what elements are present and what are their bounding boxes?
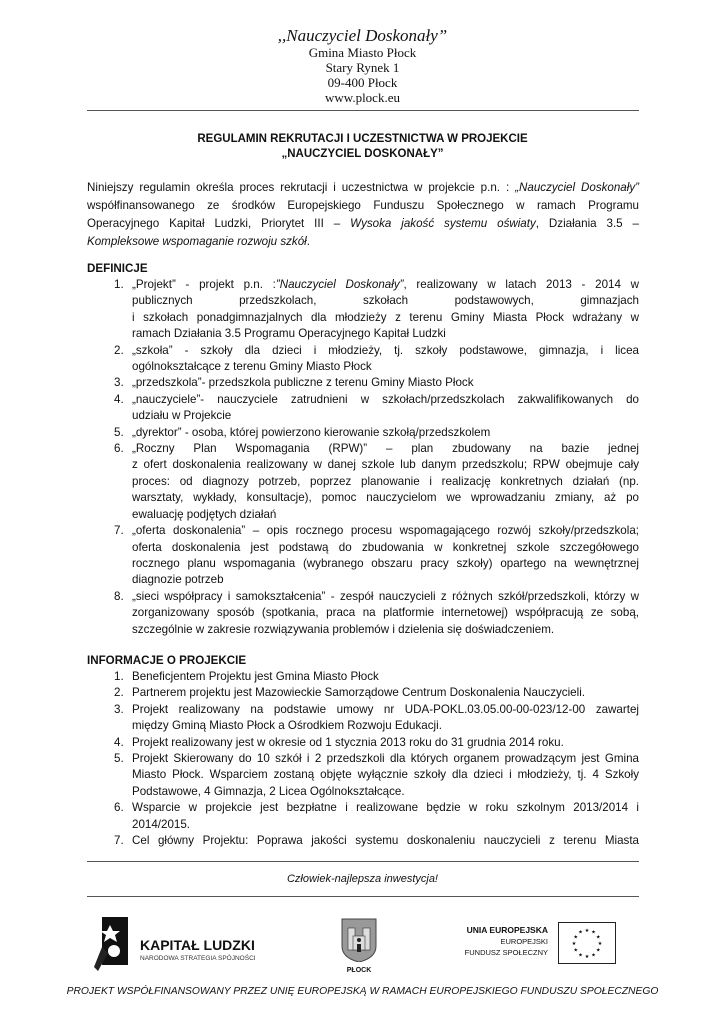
text: z ofert doskonalenia realizowany w danej szkole lub danym przedszkolu; RPW obejmuje cały (132, 458, 639, 472)
list-item-text (132, 392, 639, 425)
text: . (306, 235, 310, 248)
text: Projekt realizowany jest w okresie od 1 stycznia 2013 roku do 31 grudnia 2014 roku. (132, 735, 564, 749)
text: proces: od diagnozy potrzeb, poprzez planowanie i realizację konkretnych działań (np. (132, 474, 639, 488)
text-line (87, 197, 639, 215)
list-item-text (132, 702, 639, 735)
list-item (114, 702, 639, 735)
text-line (132, 817, 639, 833)
list-item-text (132, 833, 639, 849)
text-line (132, 293, 639, 309)
list-item-text (132, 277, 639, 343)
text-line (132, 767, 639, 783)
text: udziału w Projekcie (132, 409, 232, 423)
list-item (114, 523, 639, 589)
section-heading-project-info: INFORMACJE O PROJEKCIE (87, 654, 247, 667)
list-item (114, 375, 639, 391)
text: ramach Działania 3.5 Programu Operacyjnego Kapitał Ludzki (132, 327, 446, 341)
text: „Roczny Plan Wspomagania (RPW)” – plan zbudowany na bazie jednej (132, 442, 639, 456)
list-item (114, 833, 639, 849)
text-line (132, 507, 639, 523)
eu-star-icon: ★ (573, 934, 578, 941)
text-line (132, 408, 639, 424)
eu-flag-icon (558, 922, 616, 969)
list-item (114, 669, 639, 685)
text: szczególnie w zakresie rozwiązywania problemów i dzielenia się doświadczeniem. (132, 622, 555, 636)
eu-star-icon: ★ (596, 934, 601, 941)
project-info-list (114, 669, 639, 849)
text-line (132, 669, 639, 685)
text-line (132, 523, 639, 539)
document-title-line: „NAUCZYCIEL DOSKONAŁY” (281, 148, 444, 160)
text: Miasto Płock. Wsparciem zostaną objęte wyłącznie szkoły dla dzieci i młodzieży, tj. 4 Szkoły (132, 768, 639, 782)
text: „sieci współpracy i samokształcenia” - zespół nauczycieli z różnych szkół/przedszkoli, którzy w (132, 589, 639, 603)
text: Podstawowe, 4 Gimnazja, 2 Licea Ogólnokształcące. (132, 784, 405, 798)
text-line (132, 589, 639, 605)
text: Niniejszy regulamin określa proces rekrutacji i uczestnictwa w projekcie p.n. : (87, 181, 516, 194)
text-line (132, 833, 639, 849)
list-item-text (132, 735, 639, 751)
text-line (132, 474, 639, 490)
text: „szkoła” - szkoły dla dzieci i młodzieży, tj. szkoły podstawowe, gimnazja, i licea (132, 343, 639, 357)
kapital-ludzki-subtitle: NARODOWA STRATEGIA SPÓJNOŚCI (140, 955, 256, 962)
text-line (132, 441, 639, 457)
text-line (132, 425, 639, 441)
eu-efs-logo-text (418, 925, 548, 958)
text: Cel główny Projektu: Poprawa jakości systemu doskonaleniu nauczycieli z terenu Miasta (132, 834, 639, 848)
list-item (114, 343, 639, 376)
text: Projekt realizowany na podstawie umowy nr UDA-POKL.03.05.00-00-023/12-00 zawartej (132, 702, 639, 716)
text-line (132, 735, 639, 751)
plock-coat-of-arms-icon (341, 918, 377, 962)
eu-star-icon: ★ (573, 947, 578, 954)
list-item (114, 800, 639, 833)
list-item-text (132, 425, 639, 441)
text-line (132, 277, 639, 293)
list-item-text (132, 751, 639, 800)
list-item-number: 6. (114, 442, 124, 456)
letterhead-line: Stary Rynek 1 (325, 60, 400, 75)
text: warsztaty, wykłady, konsultacje), pomoc nauczycielom we wprowadzaniu zmiany, aż po (132, 491, 639, 505)
letterhead-line: Gmina Miasto Płock (308, 45, 417, 60)
footer-divider-bottom (87, 896, 639, 897)
footer-divider-top (87, 861, 639, 862)
list-item-number: 1. (114, 670, 124, 683)
list-item-number: 4. (114, 392, 124, 406)
text-line (87, 233, 639, 251)
cofinancing-statement: PROJEKT WSPÓŁFINANSOWANY PRZEZ UNIĘ EUROPEJSKĄ W RAMACH EUROPEJSKIEGO FUNDUSZU SPOŁECZNEGO (66, 986, 659, 997)
text: „nauczyciele”- nauczyciele zatrudnieni w szkołach/przedszkolach zakwalifikowanych do (132, 392, 639, 406)
text: oferta doskonalenia jest podstawą do zbudowania w konkretnej szkole szczegółowego (132, 540, 639, 554)
text: „dyrektor” - osoba, której powierzono kierowanie szkołą/przedszkolem (132, 425, 491, 439)
italic-text: Kompleksowe wspomaganie rozwoju szkół (87, 235, 307, 248)
kapital-ludzki-title: KAPITAŁ LUDZKI (140, 937, 255, 953)
definitions-list (114, 277, 639, 638)
list-item (114, 425, 639, 441)
list-item (114, 441, 639, 523)
italic-text: ”Nauczyciel Doskonały” (275, 278, 404, 291)
text-line (132, 326, 639, 342)
text-line (132, 718, 639, 734)
eu-star-icon: ★ (591, 929, 596, 936)
list-item (114, 685, 639, 701)
list-item-number: 3. (114, 702, 124, 716)
letterhead-line: www.plock.eu (325, 90, 400, 105)
list-item-number: 5. (114, 425, 124, 439)
list-item-number: 8. (114, 589, 124, 603)
letterhead (0, 26, 725, 105)
text: współfinansowanego ze środków Europejskiego Funduszu Społecznego w ramach Programu (87, 199, 639, 212)
list-item-number: 2. (114, 343, 124, 357)
text-line (132, 605, 639, 621)
text: diagnozie potrzeb (132, 573, 224, 587)
italic-text: Wysoka jakość systemu oświaty (350, 217, 536, 230)
eu-star-icon: ★ (578, 929, 583, 936)
footer-slogan: Człowiek-najlepsza inwestycja! (286, 873, 438, 885)
text: , Działania 3.5 – (535, 217, 639, 230)
list-item (114, 392, 639, 425)
eu-title: UNIA EUROPEJSKA (466, 925, 548, 935)
text: 2014/2015. (132, 817, 191, 831)
list-item-number: 7. (114, 834, 124, 848)
letterhead-line: 09-400 Płock (327, 75, 398, 90)
text-line (132, 556, 639, 572)
list-item-text (132, 375, 639, 391)
text-line (132, 572, 639, 588)
text: Projekt Skierowany do 10 szkół i 2 przedszkoli dla których organem prowadzącym jest Gmina (132, 752, 639, 766)
text: ogólnokształcące z terenu Gminy Miasto Płock (132, 360, 372, 374)
list-item (114, 277, 639, 343)
text: , realizowany w latach 2013 - 2014 w (403, 278, 639, 291)
text-line (132, 800, 639, 816)
eu-line: FUNDUSZ SPOŁECZNY (464, 948, 548, 957)
text-line (132, 490, 639, 506)
list-item-text (132, 685, 639, 701)
eu-star-icon: ★ (596, 947, 601, 954)
text: Operacyjnego Kapitał Ludzki, Priorytet III – (87, 217, 351, 230)
list-item-number: 4. (114, 735, 124, 749)
list-item-text (132, 800, 639, 833)
text: Wsparcie w projekcie jest bezpłatne i realizowane będzie w roku szkolnym 2013/2014 i (132, 801, 639, 815)
list-item-text (132, 441, 639, 523)
eu-line: EUROPEJSKI (500, 937, 548, 946)
text-line (132, 540, 639, 556)
eu-star-icon: ★ (591, 952, 596, 959)
document-title-line: REGULAMIN REKRUTACJI I UCZESTNICTWA W PROJEKCIE (197, 133, 528, 145)
section-heading-definitions: DEFINICJE (87, 262, 148, 275)
letterhead-title: ,,Nauczyciel Doskonały” (277, 26, 448, 45)
eu-star-icon: ★ (584, 954, 590, 960)
text: między Gminą Miasto Płock a Ośrodkiem Rozwoju Edukacji. (132, 719, 442, 733)
eu-star-icon: ★ (578, 952, 583, 959)
eu-star-icon: ★ (571, 941, 577, 947)
text: Beneficjentem Projektu jest Gmina Miasto Płock (132, 670, 379, 683)
text: „Projekt” - projekt p.n. : (132, 278, 276, 291)
text: zorganizowany sposób (spotkania, praca na platformie internetowej) współpracują ze sobą, (132, 606, 639, 620)
list-item-number: 1. (114, 278, 124, 291)
list-item-number: 6. (114, 801, 124, 815)
list-item (114, 589, 639, 638)
text: i szkołach ponadgimnazjalnych dla młodzieży z terenu Gminy Miasta Płock wdrażany w (132, 310, 639, 324)
text-line (87, 215, 639, 233)
text-line (132, 343, 639, 359)
list-item-number: 5. (114, 752, 124, 766)
text: publicznych przedszkolach, szkołach podstawowych, gimnazjach (132, 294, 639, 308)
list-item (114, 751, 639, 800)
eu-star-icon: ★ (597, 941, 603, 947)
text: „oferta doskonalenia” – opis rocznego procesu wspomagającego rozwój szkoły/przedszkola; (132, 524, 639, 538)
intro-paragraph (87, 179, 639, 251)
text: Partnerem projektu jest Mazowieckie Samorządowe Centrum Doskonalenia Nauczycieli. (132, 686, 585, 700)
header-divider (87, 110, 639, 111)
text-line (132, 751, 639, 767)
plock-label: PŁOCK (346, 967, 372, 974)
list-item-number: 2. (114, 686, 124, 700)
text-line (132, 359, 639, 375)
text-line (132, 685, 639, 701)
list-item-number: 3. (114, 376, 124, 390)
list-item-text (132, 669, 639, 685)
list-item-text (132, 589, 639, 638)
text-line (132, 310, 639, 326)
text-line (132, 622, 639, 638)
text-line (87, 179, 639, 197)
eu-star-icon: ★ (584, 928, 590, 934)
text-line (132, 392, 639, 408)
list-item-text (132, 523, 639, 589)
text-line (132, 457, 639, 473)
plock-coat-of-arms (341, 918, 377, 974)
text-line (132, 375, 639, 391)
document-title (0, 132, 725, 162)
text-line (132, 784, 639, 800)
text: ewaluację podjętych działań (132, 507, 277, 521)
italic-text: „Nauczyciel Doskonały” (515, 181, 639, 194)
kapital-ludzki-star-icon (94, 917, 130, 975)
text: „przedszkola”- przedszkola publiczne z terenu Gminy Miasto Płock (132, 376, 474, 390)
list-item-number: 7. (114, 524, 124, 538)
text: rocznego planu wspomagania (wybranego obszaru pracy szkoły) opartego na wewnętrznej (132, 556, 639, 570)
list-item (114, 735, 639, 751)
list-item-text (132, 343, 639, 376)
text-line (132, 702, 639, 718)
